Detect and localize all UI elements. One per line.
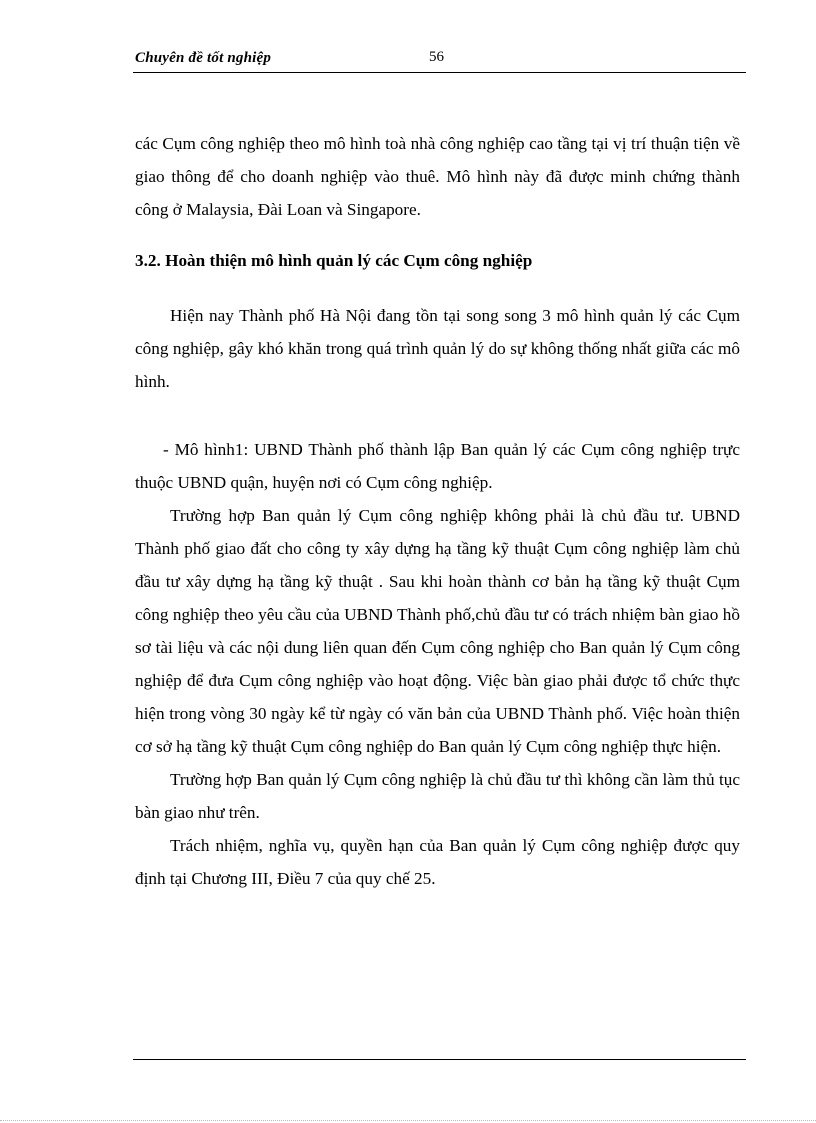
paragraph-responsibilities: Trách nhiệm, nghĩa vụ, quyền hạn của Ban quản lý Cụm công nghiệp được quy định tại Chương III, Điều 7 của quy chế 25. xyxy=(135,836,740,888)
header-title: Chuyên đề tốt nghiệp xyxy=(135,50,272,66)
paragraph-continuation: các Cụm công nghiệp theo mô hình toà nhà công nghiệp cao tầng tại vị trí thuận tiện về giao thông để cho doanh nghiệp vào thuê. Mô hình này đã được minh chứng thành công ở Malaysia, Đài Loan và Singapore. xyxy=(135,134,740,219)
spacer xyxy=(135,398,740,433)
paragraph-case-not-investor: Trường hợp Ban quản lý Cụm công nghiệp không phải là chủ đầu tư. UBND Thành phố giao đất cho công ty xây dựng hạ tầng kỹ thuật Cụm công nghiệp làm chủ đầu tư xây dựng hạ tầng kỹ thuật . Sau khi hoàn thành cơ bản hạ tầng kỹ thuật Cụm công nghiệp theo yêu cầu của UBND Thành phố,chủ đầu tư có trách nhiệm bàn giao hồ sơ tài liệu và các nội dung liên quan đến Cụm công nghiệp cho Ban quản lý Cụm công nghiệp để đưa Cụm công nghiệp vào hoạt động. Việc bàn giao phải được tổ chức thực hiện trong vòng 30 ngày kể từ ngày có văn bản của UBND Thành phố. Việc hoàn thiện cơ sở hạ tầng kỹ thuật Cụm công nghiệp do Ban quản lý Cụm công nghiệp thực hiện. xyxy=(135,506,740,756)
document-body xyxy=(135,127,740,895)
spacer xyxy=(135,226,740,244)
section-heading: 3.2. Hoàn thiện mô hình quản lý các Cụm công nghiệp xyxy=(135,251,533,270)
page-header xyxy=(133,46,746,73)
page-edge xyxy=(0,1120,816,1121)
page-number: 56 xyxy=(429,49,444,65)
paragraph-model-1: - Mô hình1: UBND Thành phố thành lập Ban quản lý các Cụm công nghiệp trực thuộc UBND quận, huyện nơi có Cụm công nghiệp. xyxy=(135,440,740,492)
footer-rule xyxy=(133,1059,746,1060)
spacer xyxy=(135,277,740,299)
paragraph-case-investor: Trường hợp Ban quản lý Cụm công nghiệp là chủ đầu tư thì không cần làm thủ tục bàn giao như trên. xyxy=(135,770,740,822)
paragraph-intro: Hiện nay Thành phố Hà Nội đang tồn tại song song 3 mô hình quản lý các Cụm công nghiệp, gây khó khăn trong quá trình quản lý do sự không thống nhất giữa các mô hình. xyxy=(135,306,740,391)
